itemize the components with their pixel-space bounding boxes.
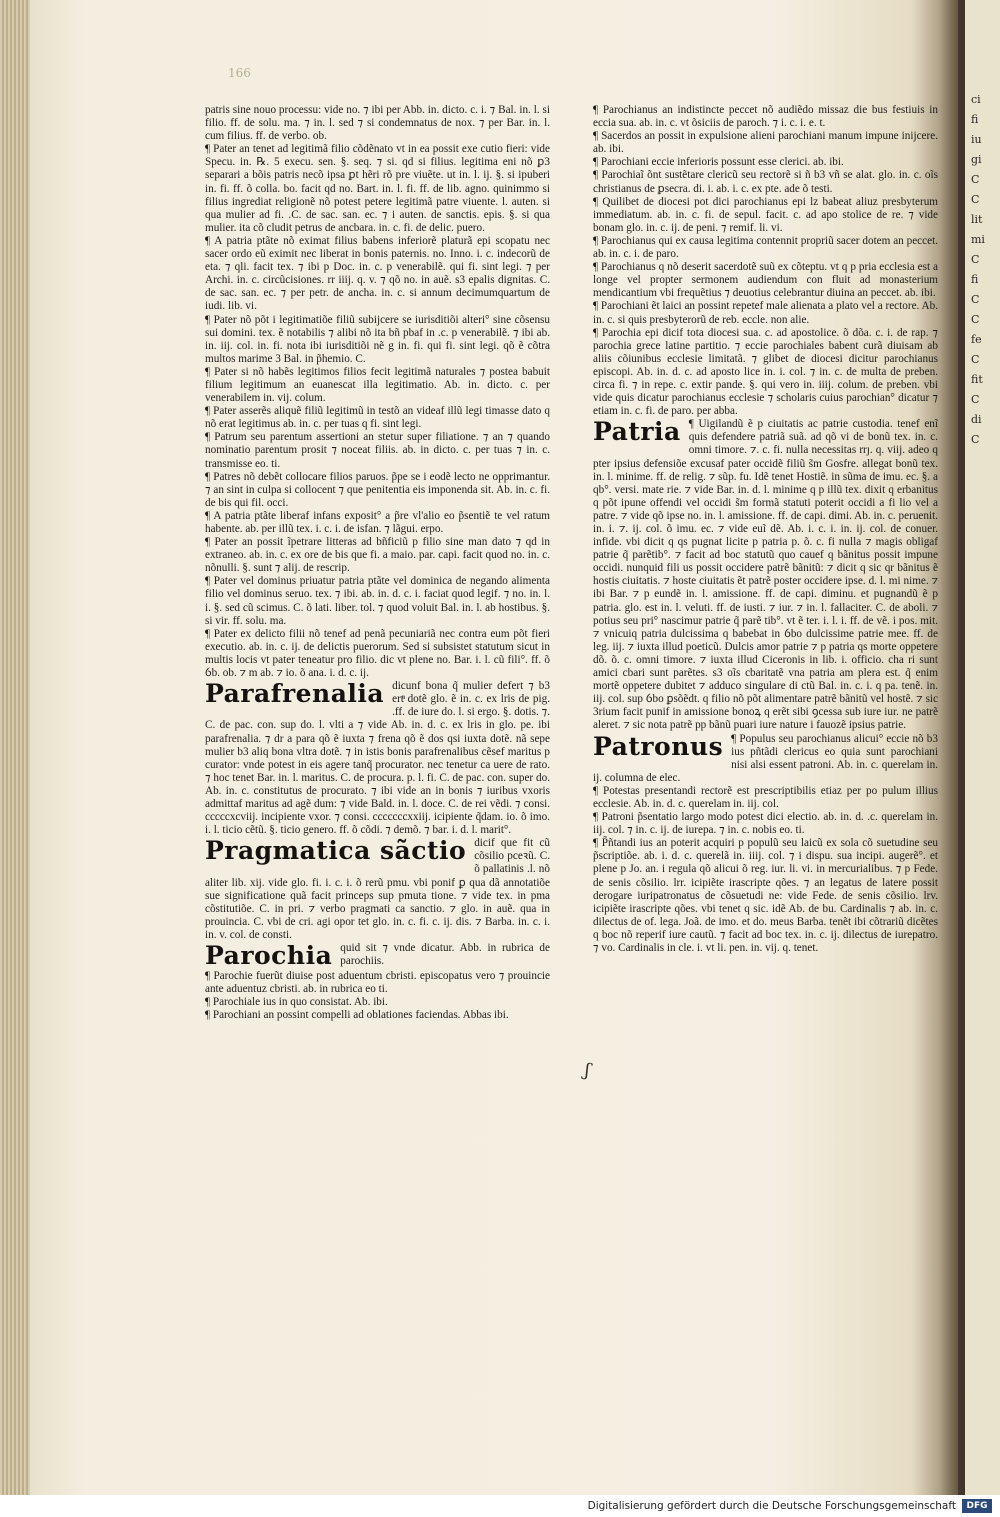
entry: ¶ Patroni p̃sentatio largo modo potest dici electio. ab. in. d. .c. querelam in. iij. col. ⁊ in. c. ij. de iurepa. ⁊ in. c. nobis eo. ti. — [593, 811, 938, 837]
entry: ¶ Patrum seu parentum assertioni an stetur super filiatione. ⁊ an ⁊ quando nominatio parentum prosit ⁊ noceat filiis. ab. in dicto. c. per tuas ⁊ in. c. transmisse eo. ti. — [205, 431, 550, 470]
dfg-logo: DFG — [962, 1499, 992, 1513]
footer-bar — [0, 1495, 1000, 1517]
footer-credit: Digitalisierung gefördert durch die Deutsche Forschungsgemeinschaft — [587, 1500, 956, 1512]
fragment: C — [971, 293, 980, 306]
heading-parafrenalia: Parafrenalia — [205, 679, 385, 709]
fragment: C — [971, 173, 980, 186]
entry: ¶ Pater ex delicto filii nõ tenef ad penã pecuniariã nec contra eum põt fieri executio. ab. in. c. ij. de delictis puerorum. Sed si subsistet statutum sicut in multis locis vt pater teneatur pro filio. dic vt plene no. Bar. i. l. cũ fili°. ff. õ ỽb. ob. ⁊ m ab. ⁊ io. õ ana. i. d. c. ij. — [205, 627, 550, 680]
heading-parochia: Parochia — [205, 941, 333, 970]
section-parochia — [205, 942, 550, 1022]
fragment: lit — [971, 213, 983, 226]
left-column — [205, 104, 550, 1022]
fragment: C — [971, 313, 980, 326]
fragment: C — [971, 393, 980, 406]
section-pragmatica — [205, 837, 550, 942]
heading-patria: Patria — [593, 417, 681, 447]
heading-patronus: Patronus — [593, 731, 724, 761]
section-parafrenalia — [205, 680, 550, 837]
entry: patris sine nouo processu: vide no. ⁊ ibi per Abb. in. dicto. c. i. ⁊ Bal. in. l. si filio. ff. de solu. ma. ⁊ in. l. sed ⁊ si condemnatus de nox. ⁊ per Bar. in. l. cum filius. ff. de verbo. ob. — [205, 104, 550, 143]
entry: ¶ Pater si nõ habẽs legitimos filios fecit legitimã naturales ⁊ postea babuit filium legitimum an euanescat illa legitimatio. Ab. in. dicto. c. per venerabilem in. vij. colum. — [205, 365, 550, 405]
fragment: C — [971, 353, 980, 366]
entry: dicunf bona q̃ mulier defert ⁊ b3 ertͣ dotẽ glo. ẽ in. c. ex lris de pig. .ff. de iure do. l. si ergo. §. dotis. ⁊. C. de pac. con. sup do. l. vlti a ⁊ vide Ab. in. d. c. ex lris in glo. pe. ibi parafrenalia. ⁊ dr a para qõ ẽ iuxta ⁊ frena qõ ẽ dos qsi iuxta dotẽ. nã sepe mulier b3 aliq bona vltra dotẽ. ⁊ in istis bonis parafrenalibus cẽsef maritus p curator: vnde potest in eis agere tanq̃ procurator. nec tenetur ca uere de rato. ⁊ hoc tenet Bar. in. l. maritus. C. de procura. p. l. fi. C. de pac. con. super do. Ab. in. c. constitutus de procurato. ⁊ ibi vide an in bonis ⁊ iuribus vxoris admittaf maritus ad agẽ dum: ⁊ vide Bald. in. l. doce. C. de rei vẽdi. ⁊ consi. cccccxcviij. incipiente vxor. ⁊ consi. cccccccxxiij. icipiente q̃dam. io. õ imo. i. l. ticio cẽtũ. §. ticio genero. ff. õ cõdi. ⁊ demõ. ⁊ bar. i. d. l. marit°. — [205, 680, 550, 837]
entry: dicif que fit cũ cõsilio pceꝛũ. C. õ pallatinis .l. nõ aliter lib. xij. vide glo. fi. i. c. i. õ rerũ pmu. vbi ponif ꝑ qua dã annotatiõe sue significatione quã facit princeps sup pmuta tione. ⁊ vide tex. in pma cõstitutiõe. C. in pri. ⁊ verbo pragmati ca sanctio. ⁊ glo. in auẽ. qua in prouincia. C. vbi de cri. agi opor tet glo. in. c. fi. c. ij. dis. ⁊ Barba. in. c. i. in. v. col. de consti. — [205, 837, 550, 941]
entry: ¶ Parochiani eccie inferioris possunt esse clerici. ab. ibi. — [593, 156, 844, 169]
page-marker: 166 — [228, 66, 251, 80]
entry: ¶ Pater an tenet ad legitimã filio cõdẽnato vt in ea possit exe cutio fieri: vide Specu. in. ℞. 5 execu. sen. §. seq. ⁊ si. qd si filius. legitima eni nõ ꝑ3 separari a bõis patris necõ ipsa ꝑt hẽri rõ pre viuẽte. ut in. l. ij. §. si ipuberi in. fi. ff. õ colla. bo. facit qd no. Bart. in. l. fi. ff. de lib. agno. quinimmo si filius ingrediat religionẽ nõ potest petere legitimã patre viuente. l. auten. si qua mulier ad fi. .C. de sac. san. ec. ⁊ i auten. de sanctis. epis. §. si qua mulier. ita cõ cludit petrus de ancbara. in. c. fi. de delic. puero. — [205, 143, 550, 234]
fragment: iu — [971, 133, 982, 146]
fragment: fit — [971, 373, 983, 386]
entry: ¶ Parochia epi dicif tota diocesi sua. c. ad apostolice. õ dõa. c. i. de rap. ⁊ parochia grece latine partitio. ⁊ eccie parochiales babent curã diuisam ab aliis cõiunibus ecclesie limitatã. ⁊ glibet de diocesi dicitur parochianus episcopi. Ab. in. d. c. ad aposto lice in. i. col. ⁊ in. c. de multa de preben. circa fi. ⁊ in repe. c. extir pande. §. qui vero in. iiij. colum. de preben. vbi vide quis dicatur parochianus ecclesie ⁊ scholaris cuius parochian° dicatur ⁊ etiam in. c. fi. de paro. per abba. — [593, 326, 938, 418]
entry: ¶ Parochiani ẽt laici an possint repetef male alienata a plato vel a rectore. Ab. in. c. si quis presbyterorũ de reb. eccle. non alie. — [593, 300, 938, 326]
fragment: di — [971, 413, 982, 426]
fragment: fi — [971, 273, 979, 286]
next-page-fragments — [971, 90, 1000, 450]
entry: ¶ Parochianus qui ex causa legitima contennit propriũ sacer dotem an peccet. ab. in. c. i. de paro. — [593, 234, 938, 261]
fragment: mi — [971, 233, 985, 246]
entry: ¶ A patria ptãte nõ eximat filius babens inferiorẽ platurã epi scopatu nec sacer ordo eũ eximit nec liberat in bonis paternis. no. Inno. i. c. indecorũ de eta. ⁊ qli. facit tex. ⁊ ibi p Doc. in. c. p venerabilẽ. qui fi. sint legi. ⁊ per Archi. in. c. circũcisiones. rr iiij. q. v. ⁊ qõ no. in auẽ. s3 epalis dignitas. C. de sac. san. ec. ⁊ per petr. de ancha. in. c. si annum decimumquartum de iudi. lib. vi. — [205, 234, 550, 313]
section-patria — [593, 418, 938, 732]
fragment: fi — [971, 113, 979, 126]
entry: ¶ Parochianus an indistincte peccet nõ audiẽdo missaz die bus festiuis in eccia sua. ab. in. c. vt õsiciis de paroch. ⁊ i. c. i. e. t. — [593, 104, 938, 130]
entry: ¶ Uigilandũ ẽ p ciuitatis ac patrie custodia. tenef enĩ quis defendere patriã suã. ad qõ vi de bonũ tex. in. c. omni timore. ⁊. c. fi. nulla necessitas rrȷ. q. viij. adeo q pter ipsius defensiõe excusaf pater occidẽ filiũ s̃m Gosfre. allegat bonũ tex. in. l. minime. ff. de relig. ⁊ sũp. fu. Idẽ tenet Hostiẽ. in sũma de imu. ec. §. a qb°. versi. mate rie. ⁊ vide Bar. in. d. l. minime q p illũ tex. dixit q erbanitus q põt ipune offendi vel occidi s̃m formã statuti poterit occidi a fi lio vel a patre. ⁊ vide qõ ipse no. in. l. amissione. ff. de capi. dimi. Ab. in. c. peruenit. in. i. ⁊. ij. col. õ imu. ec. ⁊ vide euĩ dẽ. Ab. i. c. i. in. ij. col. de conuer. infide. vbi dicit q qs pugnat licite p patria p. õ. c. fi nulla ⁊ magis obligaf patrie q̃ parẽtib°. ⁊ facit ad boc statutũ quo cauef q bãnitus possit impune occidi. nunquid fili us possit occidere patrẽ bãnitũ: ⁊ dicit q sic qr bãnitus ẽ hostis ciuitatis. ⁊ hoste ciuitatis ẽt patrẽ poster occidere ipse. d. l. mi nime. ⁊ ibi Bar. ⁊ p eundẽ in. l. amissione. ff. de capi. diminu. et pugnandũ ẽ p patria. glo. est in. l. veluti. ff. de iusti. ⁊ iur. ⁊ in. l. fallaciter. C. de aboli. ⁊ potius seu pri° nascimur patrie q̃ parẽ tib°. vt ẽ ter. i. l. i. ff. de vẽ. i pos. mit. ⁊ vnicuiq patria dulcissima q babebat in ỽbo dulcissime patrie mee. ff. de leg. iij. ⁊ iuxta illud poeticũ. Dulcis amor patrie ⁊ p patria qs morte oppetere dõ. õ. c. omni timore. ⁊ iuxta illud Ciceronis in lib. i. officio. cha ri sunt amici cbari sunt parẽtes. s3 oĩs cbaritatẽ vna patria am plera est. q̃ enim mortẽ oppetere dubitet ⁊ adduco singulare di ctũ Bal. in. c. i. q pa. tenẽ. in. iij. col. sup ỽbo ꝑsõẽdt. q filio nõ põt alimentare patrẽ bãnitũ vel hostẽ. ⁊ sic 3rium facit punif in amissione bonoꝝ q erẽt sibi ꝯcessa sub iure iur. ne patrẽ aleret. ⁊ sic nota patrẽ pp bãnũ puari iure nature i fauozẽ ipsius patrie. — [593, 418, 938, 732]
entry: ¶ Parochiani an possint compelli ad oblationes faciendas. Abbas ibi. — [205, 1009, 509, 1022]
entry: ¶ Pater asserẽs aliquẽ filiũ legitimũ in testõ an videaf illũ legi timasse dato q nõ erat legitimus ab. in. c. per tuas q fi. sint legi. — [205, 405, 550, 431]
fragment: C — [971, 193, 980, 206]
entry: ¶ Patres nõ debẽt collocare filios paruos. p̃pe se i eodẽ lecto ne opprimantur. ⁊ an sint in culpa si collocent ⁊ que penitentia eis imponenda sit. Ab. in. c. fi. de bis qui fil. occi. — [205, 470, 550, 509]
entry: ¶ Parochiale ius in quo consistat. Ab. ibi. — [205, 996, 388, 1009]
fragment: C — [971, 253, 980, 266]
entry: ¶ Pater vel dominus priuatur patria ptãte vel dominica de negando alimenta filio vel dominus seruo. tex. ⁊ ibi. ab. in. d. c. i. faciat quod legif. ⁊ no. in. l. i. §. sed cũ scimus. C. õ lati. liber. tol. ⁊ quod voluit Bal. in. l. ab hostibus. §. si vir. ff. solu. ma. — [205, 575, 550, 627]
entry: ¶ Parochie fuerũt diuise post aduentum cbristi. episcopatus vero ⁊ prouincie ante aduentuz cbristi. ab. in rubrica eo ti. — [205, 970, 550, 996]
entry: ¶ Parochianus q nõ deserit sacerdotẽ suũ ex cõteptu. vt q p pria ecclesia est a longe vel propter sermonem audiendum con fluit ad monasterium mendicantium vbi frequẽtius ⁊ deuotius celebrantur diuina an peccet. ab. ibi. — [593, 261, 938, 300]
fragment: C — [971, 433, 980, 446]
fragment: ci — [971, 93, 981, 106]
entry: quid sit ⁊ vnde dicatur. Abb. in rubrica de parochiis. — [340, 942, 550, 968]
margin-annotation-mark: ʃ — [582, 1059, 593, 1082]
right-column — [593, 104, 938, 955]
entry: ¶ P̃ñtandi ius an poterit acquiri p populũ seu laicũ ex sola cõ suetudine seu p̃scriptiõe. ab. i. d. c. querelã in. iiij. col. ⁊ i dispu. sua incipi. augerẽ°. et plene p Jo. an. i regula qõ alicui õ reg. iur. li. vi. in mercurialibus. ⁊ p Fede. de senis cõsilio. lrr. icipiẽte irascripte qões. ⁊ an legatus de latere possit derogare iuripatronatus de cõsuetudi ne: vide Fede. de senis cõsilio. lrv. icipiẽte irascripte qões. vbi tenet q sic. idẽ Ab. de bu. Cardinalis ⁊ ab. in. c. dilectus de of. lega. Joã. de imo. et do. meus Barba. tenẽt ibi cõtrariũ dicẽtes q boc nõ reperif iure cautũ. ⁊ facit ad boc tex. in. c. ij. dilectus de iurepatro. ⁊ vo. Cardinalis in cle. i. vt li. pen. in. vij. q. tenet. — [593, 837, 938, 954]
next-page-edge — [965, 0, 1000, 1495]
entry: ¶ Populus seu parochianus alicui° eccie nõ b3 ius pñtãdi clericus eo quia sunt parochiani nisi alsi essent patroni. Ab. in. c. querelam in. ij. columna de elec. — [593, 732, 938, 784]
entry: ¶ Pater nõ põt i legitimatiõe filiũ subijcere se iurisditiõi alteri° sine cõsensu sui domini. tex. ẽ notabilis ⁊ alibi nõ ita bñ pbaf in .c. p venerabilẽ. ⁊ ibi ab. in. iij. col. in. fi. nota ibi iurisditiõi nẽ g in. fi. qui fi. sint legi. qõ ẽ cõtra multos marime 3 Bal. in p̃hemio. C. — [205, 313, 550, 365]
entry: ¶ Pater an possit ĩpetrare litteras ad bñficiũ p filio sine man dato ⁊ qd in extraneo. ab. in. c. ex ore de bis que fi. a maio. par. capi. facit quod no. in. c. nõnulli. §. sunt ⁊ alij. de rescrip. — [205, 536, 550, 575]
fragment: gi — [971, 153, 982, 166]
entry: ¶ Quilibet de diocesi pot dici parochianus epi lz babeat aliuz presbyterum immediatum. ab. in. c. fi. de sepul. facit. c. ad apo stolice de re. ⁊ vide bonam glo. in. c. ij. de peni. ⁊ remif. li. vi. — [593, 195, 938, 234]
entry: ¶ Sacerdos an possit in expulsione alieni parochiani manum impune inijcere. ab. ibi. — [593, 130, 938, 156]
entry: ¶ A patria ptãte liberaf infans exposit° a p̃re vl'alio eo p̃sentiẽ te vel ratum habente. ab. per illũ tex. i. c. i. de isfan. ⁊ lãgui. erpo. — [205, 509, 550, 535]
fragment: fe — [971, 333, 982, 346]
section-patronus — [593, 733, 938, 956]
entry: ¶ Potestas presentandi rectorẽ est prescriptibilis etiaz per po pulum illius ecclesie. Ab. in. d. c. querelam in. iij. col. — [593, 784, 938, 810]
entry: ¶ Parochiaĩ õnt sustẽtare clericũ seu rectorẽ si ñ b3 vñ se alat. glo. in. c. oĩs christianus de ꝑsecra. di. i. ab. i. c. ex pte. ade õ testi. — [593, 169, 938, 195]
heading-pragmatica: Pragmatica sãctio — [205, 836, 467, 866]
